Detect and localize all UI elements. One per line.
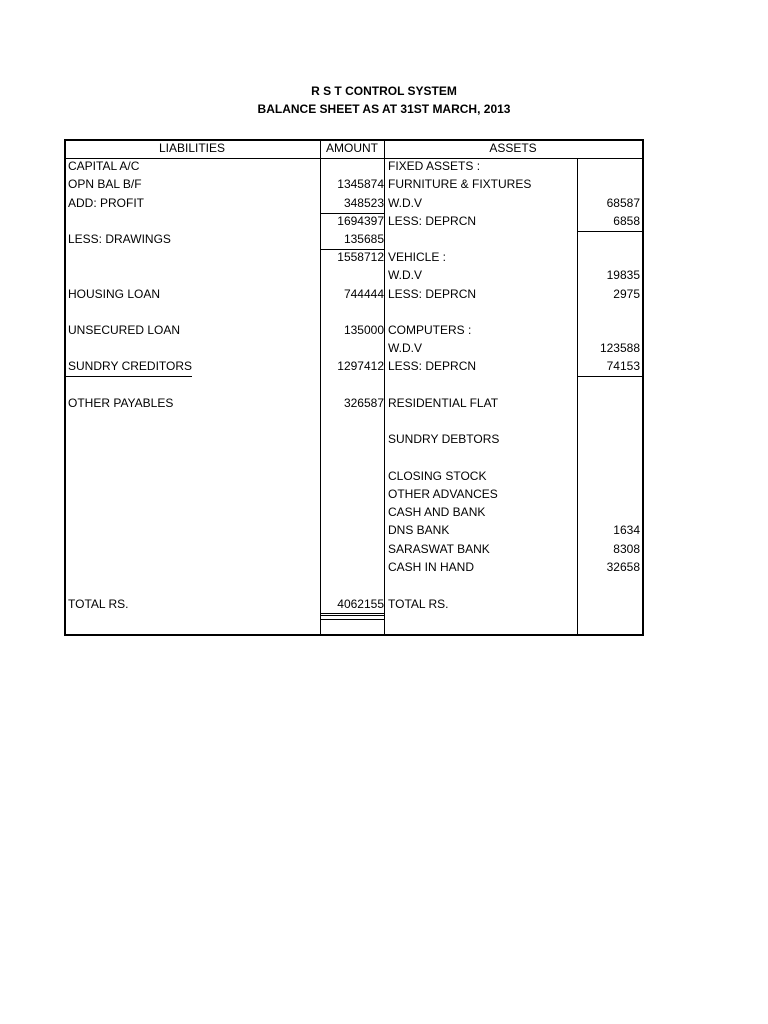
computers-dep-rule [577,376,642,377]
other-payables-value: 326587 [343,396,384,410]
saraswat-bank-label: SARASWAT BANK [388,542,490,556]
balance-sheet-table [64,139,644,636]
housing-loan-value: 744444 [343,287,384,301]
assets-total-label: TOTAL RS. [388,597,449,611]
profit-value: 348523 [343,196,384,210]
liabilities-header: LIABILITIES [158,141,226,155]
amount-header: AMOUNT [326,141,378,155]
opening-balance-label: OPN BAL B/F [68,177,142,191]
liabilities-total-label: TOTAL RS. [68,597,129,611]
unsecured-loan-value: 135000 [343,323,384,337]
residential-flat-label: RESIDENTIAL FLAT [388,396,499,410]
sheet-subtitle: BALANCE SHEET AS AT 31ST MARCH, 2013 [257,102,511,116]
sundry-debtors-label: SUNDRY DEBTORS [388,432,500,446]
other-payables-label: OTHER PAYABLES [68,396,174,410]
cash-in-hand-label: CASH IN HAND [388,560,475,574]
company-name: R S T CONTROL SYSTEM [311,84,457,98]
vehicle-dep-label: LESS: DEPRCN [388,287,477,301]
computers-wdv-value: 123588 [599,341,640,355]
furniture-dep-rule [577,231,642,232]
sundry-creditors-label: SUNDRY CREDITORS [68,359,193,373]
header-rule [64,158,642,159]
fixed-assets-label: FIXED ASSETS : [388,159,481,173]
liabilities-total-value: 4062155 [337,597,384,611]
vehicle-wdv-value: 19835 [606,268,640,282]
furniture-wdv-value: 68587 [606,196,640,210]
assets-header: ASSETS [489,141,537,155]
opening-balance-value: 1345874 [337,177,384,191]
other-advances-label: OTHER ADVANCES [388,487,498,501]
dns-bank-label: DNS BANK [388,523,450,537]
computers-dep-value: 74153 [606,359,640,373]
computers-wdv-label: W.D.V [388,341,423,355]
saraswat-bank-value: 8308 [613,542,640,556]
furniture-dep-label: LESS: DEPRCN [388,214,477,228]
furniture-label: FURNITURE & FIXTURES [388,177,532,191]
vehicle-wdv-label: W.D.V [388,268,423,282]
drawings-value: 135685 [343,232,384,246]
drawings-label: LESS: DRAWINGS [68,232,171,246]
vehicle-dep-value: 2975 [613,287,640,301]
computers-dep-label: LESS: DEPRCN [388,359,477,373]
housing-loan-label: HOUSING LOAN [68,287,161,301]
closing-stock-label: CLOSING STOCK [388,469,487,483]
total-double-rule-1 [320,615,384,616]
cash-in-hand-value: 32658 [606,560,640,574]
total-double-rule-2 [320,619,384,620]
capital-label: CAPITAL A/C [68,159,140,173]
sundry-creditors-value: 1297412 [337,359,384,373]
vehicle-label: VEHICLE : [388,250,447,264]
furniture-dep-value: 6858 [613,214,640,228]
furniture-wdv-label: W.D.V [388,196,423,210]
creditors-underline [64,376,192,377]
column-divider-assets [384,139,385,636]
unsecured-loan-label: UNSECURED LOAN [68,323,181,337]
computers-label: COMPUTERS : [388,323,472,337]
total-top-rule [320,613,384,614]
profit-label: ADD: PROFIT [68,196,145,210]
capital-net-value: 1558712 [337,250,384,264]
cash-and-bank-label: CASH AND BANK [388,505,486,519]
dns-bank-value: 1634 [613,523,640,537]
capital-subtotal: 1694397 [337,214,384,228]
